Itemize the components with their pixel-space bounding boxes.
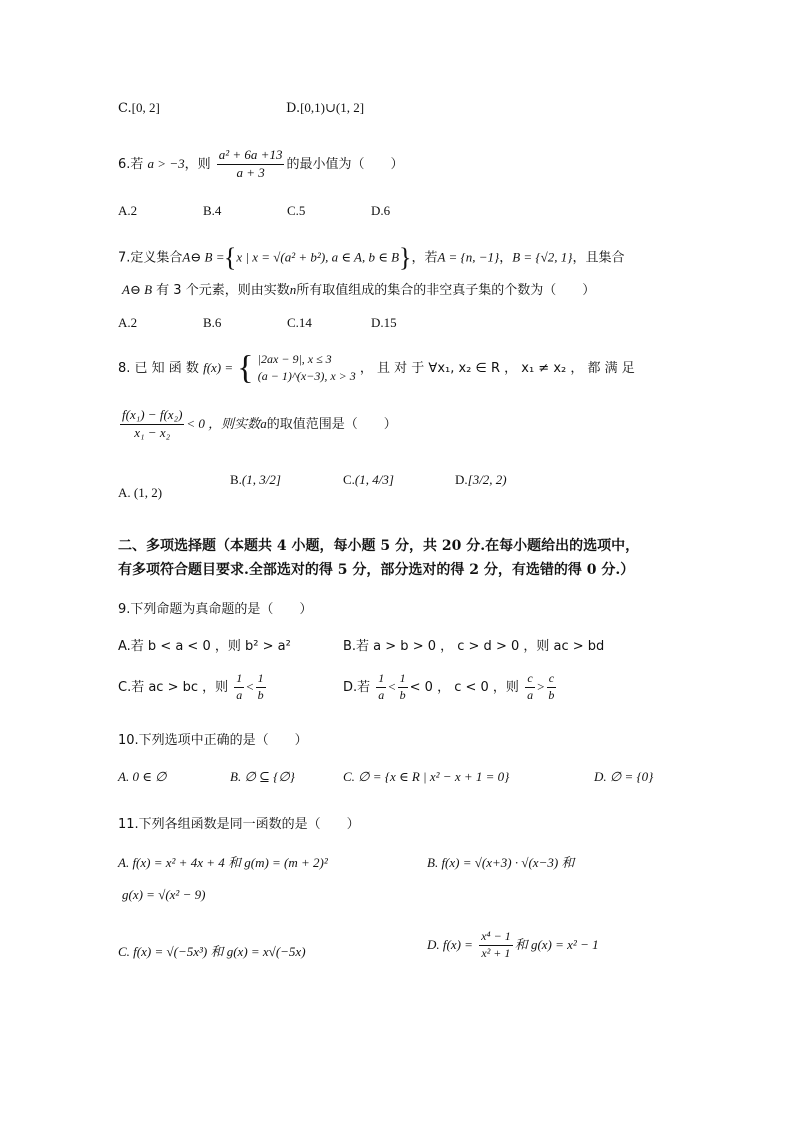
q8-ineq-tail: < 0 ，则实数 <box>186 415 261 431</box>
option-letter: C. <box>118 101 132 116</box>
q7-option-a: A.2 <box>118 315 138 330</box>
q8-function: f(x) = <box>203 359 234 375</box>
q7-tail: ，且集合 <box>572 250 625 266</box>
option-value: [0,1)∪(1, 2] <box>300 100 365 115</box>
option-tail: 和 g(x) = x² − 1 <box>514 936 599 952</box>
q8-variable-a: a <box>260 415 267 431</box>
fraction-c-a: $\frac{c}{a}$ <box>527 671 534 702</box>
fraction-c-b: $\frac{c}{b}$ <box>548 671 555 702</box>
fraction-1-b: $\frac{1}{b}$ <box>257 671 264 702</box>
option-value: [3/2, 2) <box>467 472 507 487</box>
question-8-line1: 8. 已 知 函 数 f(x) = { |2ax − 9|, x ≤ 3 (a − 1)^(x−3), x > 3 ， 且 对 于 ∀x₁, x₂ ∈ R ， x₁ ≠ x₂ ， 都 满 足 <box>118 349 635 387</box>
q6-option-d: D.6 <box>371 203 391 218</box>
q11-d-numerator: x⁴ − 1 <box>479 930 513 946</box>
q9-option-d: D.若 $\frac{1}{a}$ < $\frac{1}{b}$ < 0 ， c < 0 ，则 $\frac{c}{a}$ > $\frac{c}{b}$ <box>343 671 555 702</box>
option-letter: C. <box>343 472 355 487</box>
q8-option-b <box>230 472 281 488</box>
q7-line2-tail: 所有取值组成的集合的非空真子集的个数为（ ） <box>296 283 596 298</box>
fraction-1-a: $\frac{1}{a}$ <box>378 671 385 702</box>
section-heading-line1: 二、多项选择题（本题共 4 小题，每小题 5 分，共 20 分.在每小题给出的选项中， <box>118 538 640 554</box>
option-mid: < 0 ， c < 0 ，则 <box>409 679 519 695</box>
q7-option-d: D.15 <box>371 315 397 330</box>
q10-option-a: A. 0 ∈ ∅ <box>118 769 167 784</box>
q7-option-b: B.6 <box>203 315 222 330</box>
q6-fraction <box>217 148 285 181</box>
q11-option-b-cont: g(x) = √(x² − 9) <box>122 887 206 902</box>
q7-operator: A⊖ B <box>182 249 213 265</box>
q8-option-c <box>343 472 394 488</box>
q7-set-b: B = {√2, 1} <box>512 249 573 265</box>
question-7-line2 <box>122 279 595 298</box>
q11-d-denominator: x² + 1 <box>481 945 511 960</box>
question-6-stem <box>118 148 403 181</box>
q6-prefix: 6.若 <box>118 156 144 172</box>
q6-option-b: B.4 <box>203 203 222 218</box>
q11-d-fraction <box>479 930 513 961</box>
option-text: D.若 <box>343 679 371 695</box>
q8-inequality-fraction <box>120 408 184 441</box>
q6-condition: a > −3 <box>147 155 185 171</box>
fraction-1-b: $\frac{1}{b}$ <box>399 671 406 702</box>
q8-prefix: 8. 已 知 函 数 <box>118 360 199 376</box>
question-11-stem: 11.下列各组函数是同一函数的是（ ） <box>118 817 360 832</box>
q5-option-c <box>118 100 160 116</box>
question-8-line2 <box>118 408 397 441</box>
question-9-stem: 9.下列命题为真命题的是（ ） <box>118 602 313 617</box>
q8-numerator: f(x₁) − f(x₂) <box>120 408 184 425</box>
q6-option-c: C.5 <box>287 203 306 218</box>
q8-tail: 的取值范围是（ ） <box>266 416 397 432</box>
q8-piece-1: |2ax − 9|, x ≤ 3 <box>257 352 332 366</box>
q11-option-d <box>427 930 599 961</box>
q10-option-c: C. ∅ = {x ∈ R | x² − x + 1 = 0} <box>343 769 510 784</box>
q8-denominator: x₁ − x₂ <box>134 424 171 440</box>
q7-set-a: A = {n, −1} <box>437 249 500 265</box>
option-value: [0, 2] <box>131 100 160 115</box>
q9-option-c: C.若 ac > bc ，则 $\frac{1}{a}$ < $\frac{1}{b}$ <box>118 671 264 702</box>
q6-suffix: 的最小值为（ ） <box>286 156 404 172</box>
q6-mid: ，则 <box>184 156 211 172</box>
option-value: (1, 3/2] <box>241 472 281 487</box>
q9-option-a: A.若 b < a < 0 ，则 b² > a² <box>118 639 291 654</box>
question-10-stem: 10.下列选项中正确的是（ ） <box>118 733 308 748</box>
q7-comma: ，若 <box>411 250 438 266</box>
q9-option-b: B.若 a > b > 0 ， c > d > 0 ，则 ac > bd <box>343 639 605 654</box>
q7-line2-text: 有 3 个元素，则由实数 <box>156 283 290 298</box>
q11-option-a: A. f(x) = x² + 4x + 4 和 g(m) = (m + 2)² <box>118 855 328 870</box>
option-letter: B. <box>230 472 242 487</box>
question-7-line1: 7.定义集合A⊖ B ={x | x = √(a² + b²), a ∈ A, b ∈ B}，若A = {n, −1}，B = {√2, 1}，且集合 <box>118 243 625 272</box>
q8-option-d <box>455 472 507 488</box>
q7-operator-2: A⊖ B <box>122 282 153 297</box>
option-value: (1, 4/3] <box>354 472 394 487</box>
option-prefix: D. f(x) = <box>427 936 473 952</box>
option-letter: D. <box>286 101 301 116</box>
q6-numerator: a² + 6a +13 <box>217 148 285 165</box>
q7-prefix: 7.定义集合 <box>118 250 183 266</box>
q11-option-c: C. f(x) = √(−5x³) 和 g(x) = x√(−5x) <box>118 944 306 959</box>
fraction-1-a: $\frac{1}{a}$ <box>236 671 243 702</box>
q8-piecewise <box>258 351 356 386</box>
q10-option-b: B. ∅ ⊆ {∅} <box>230 769 295 784</box>
q6-option-a: A.2 <box>118 203 138 218</box>
section-heading-line2: 有多项符合题目要求.全部选对的得 5 分，部分选对的得 2 分，有选错的得 0 分.） <box>118 562 635 578</box>
option-letter: D. <box>455 472 468 487</box>
option-text: C.若 ac > bc ，则 <box>118 679 229 695</box>
q11-option-b: B. f(x) = √(x+3) · √(x−3) 和 <box>427 855 575 870</box>
q7-set-definition: x | x = √(a² + b²), a ∈ A, b ∈ B <box>236 249 400 265</box>
q7-variable-n: n <box>289 282 297 297</box>
q8-piece-2: (a − 1)^(x−3), x > 3 <box>257 369 356 384</box>
q6-denominator: a + 3 <box>236 164 265 180</box>
q10-option-d: D. ∅ = {0} <box>594 769 654 784</box>
q8-option-a: A. (1, 2) <box>118 485 163 500</box>
q5-option-d <box>286 100 364 116</box>
q8-mid: ， 且 对 于 ∀x₁, x₂ ∈ R ， x₁ ≠ x₂ ， 都 满 足 <box>359 360 635 376</box>
q7-option-c: C.14 <box>287 315 312 330</box>
